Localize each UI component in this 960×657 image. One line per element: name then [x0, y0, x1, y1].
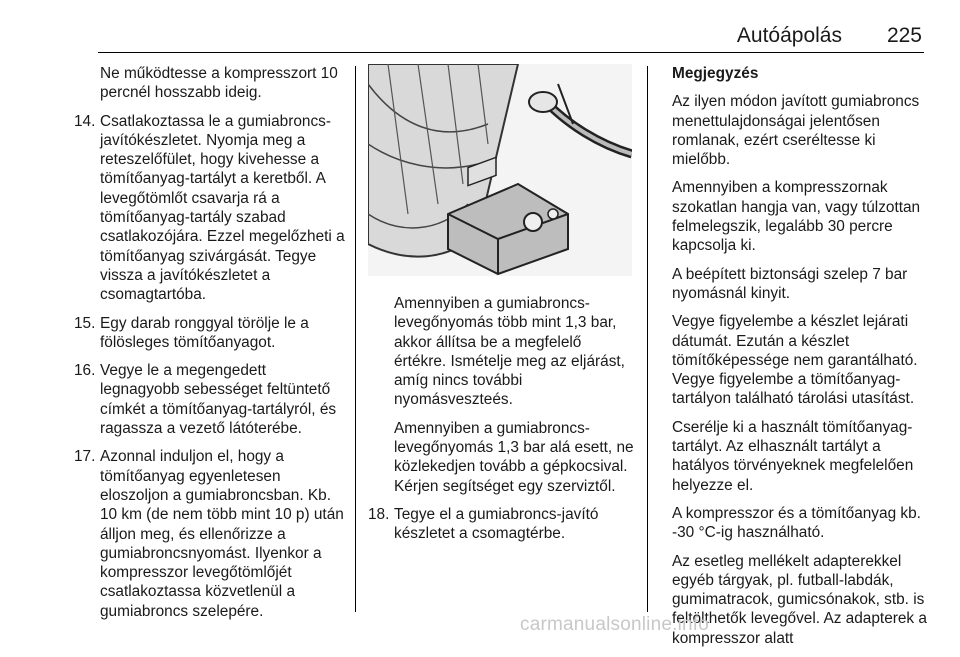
note-paragraph: Cserélje ki a használt tömítőanyag-tartályt. Az elhasznált tartályt a hatályos törvényeknek megfelelően helyezze el. [672, 418, 914, 494]
column-3 [672, 64, 930, 657]
step-15 [74, 314, 346, 353]
note-title: Megjegyzés [672, 65, 759, 82]
low-pressure-warning: Amennyiben a gumiabroncs-levegőnyomás 1,3 bar alá esett, ne közlekedjen tovább a gépkocsival. Kérjen segítséget egy szerviztől. [394, 419, 634, 495]
pressure-instruction: Amennyiben a gumiabroncs-levegőnyomás több mint 1,3 bar, akkor állítsa be a megfelelő értékre. Ismételje meg az eljárást, amíg nincs további nyomásveszteés. [394, 295, 625, 409]
step-14 [74, 112, 346, 305]
note-paragraph: Vegye figyelembe a készlet lejárati dátumát. Ezután a készlet tömítőképessége nem garantálható. Vegye figyelembe a tömítőanyag-tartályon található tárolási utasítást. [672, 313, 918, 408]
page-header [0, 24, 960, 54]
step-number: 14. [74, 112, 96, 130]
column-2 [368, 64, 634, 553]
step-text: Vegye le a megengedett legnagyobb sebességet feltüntető címkét a tömítőanyag-tartályról, és ragassza a vezető látóterébe. [100, 362, 337, 438]
note-paragraph: A kompresszor és a tömítőanyag kb. -30 °C-ig használható. [672, 504, 921, 542]
note-paragraph: Amennyiben a kompresszornak szokatlan hangja van, vagy túlzottan felmelegszik, legalább 30 percre kapcsolja ki. [672, 179, 921, 255]
step-number: 18. [368, 505, 390, 523]
note-paragraph: Az esetleg mellékelt adapterekkel egyéb tárgyak, pl. futball-labdák, gumimatracok, gumicsónakok, stb. is feltölthetők levegővel. Az adapterek a kompresszor alatt [672, 552, 927, 647]
column-divider-2 [647, 66, 648, 612]
column-divider-1 [355, 66, 356, 612]
tire-compressor-illustration [368, 64, 632, 276]
step-text: Tegye el a gumiabroncs-javító készletet a csomagtérbe. [394, 505, 599, 543]
page-number: 225 [886, 24, 922, 47]
step-16 [74, 361, 346, 438]
step-number: 15. [74, 314, 96, 332]
note-paragraph: Az ilyen módon javított gumiabroncs menettulajdonságai jelentősen romlanak, ezért cseréltesse ki mielőbb. [672, 93, 920, 169]
step-text: Azonnal induljon el, hogy a tömítőanyag egyenletesen eloszoljon a gumiabroncsban. Kb. 10 km (de nem több mint 10 p) után álljon meg, és ellenőrizze a gumiabroncsnyomást. Ilyenkor a kompresszor levegőtömlőjét csatlakoztassa közvetlenül a gumiabroncs szelepére. [100, 448, 344, 620]
step-17 [74, 447, 346, 621]
step-number: 17. [74, 448, 96, 466]
header-rule [98, 52, 924, 53]
column-1 [74, 64, 346, 630]
section-title: Autóápolás [736, 24, 842, 47]
step-text: Egy darab ronggyal törölje le a fölösleges tömítőanyagot. [100, 314, 309, 351]
watermark: carmanualsonline.info [520, 614, 710, 635]
step-number: 16. [74, 362, 96, 380]
step-text: Csatlakoztassa le a gumiabroncs-javítókészletet. Nyomja meg a reteszelőfület, hogy kivehesse a tömítőanyag-tartályt a keretből. A levegőtömlőt csavarja rá a tömítőanyag-tartály szabad csatlakozójára. Ezzel megelőzheti a tömítőanyag szivárgását. Tegye vissza a javítókészletet a csomagtartóba. [100, 112, 345, 304]
step-18 [368, 505, 634, 544]
note-paragraph: A beépített biztonsági szelep 7 bar nyomásnál kinyit. [672, 265, 908, 302]
continued-text: Ne működtesse a kompresszort 10 percnél hosszabb ideig. [100, 65, 338, 102]
